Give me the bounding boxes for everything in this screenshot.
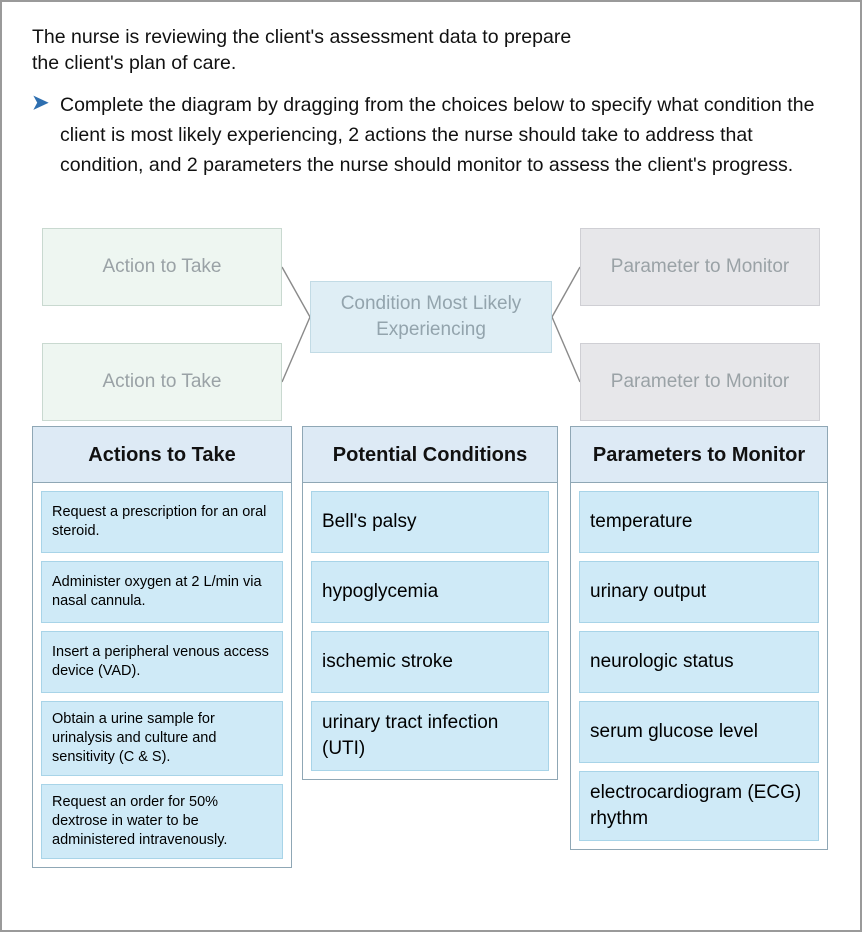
column-body-actions [33,483,291,867]
choice-action-2[interactable]: Administer oxygen at 2 L/min via nasal cannula. [41,561,283,623]
instruction-block [32,90,832,180]
column-potential-conditions [302,426,558,780]
choice-parameter-4[interactable]: serum glucose level [579,701,819,763]
choice-action-1[interactable]: Request a prescription for an oral steroid. [41,491,283,553]
stem-line-1: The nurse is reviewing the client's assessment data to prepare [32,26,572,48]
column-header-parameters: Parameters to Monitor [571,427,827,483]
arrow-right-icon: ➤ [32,92,49,114]
choice-parameter-1[interactable]: temperature [579,491,819,553]
choice-condition-2[interactable]: hypoglycemia [311,561,549,623]
column-actions-to-take [32,426,292,868]
choice-columns [2,426,864,926]
choice-condition-4[interactable]: urinary tract infection (UTI) [311,701,549,771]
column-header-conditions: Potential Conditions [303,427,557,483]
dropzone-action-2[interactable]: Action to Take [42,343,282,421]
dropzone-parameter-1[interactable]: Parameter to Monitor [580,228,820,306]
column-parameters-to-monitor [570,426,828,850]
choice-parameter-2[interactable]: urinary output [579,561,819,623]
stem-line-2: the client's plan of care. [32,52,237,74]
column-body-conditions [303,483,557,779]
column-header-actions: Actions to Take [33,427,291,483]
stem-text [32,24,832,76]
dropzone-action-1[interactable]: Action to Take [42,228,282,306]
drag-drop-diagram [2,218,864,418]
instruction-text: Complete the diagram by dragging from the choices below to specify what condition the client is most likely experiencing, 2 actions the nurse should take to address that condition, and 2 parameters the nurse should monitor to assess the client's progress. [60,94,815,176]
dropzone-parameter-2[interactable]: Parameter to Monitor [580,343,820,421]
choice-parameter-3[interactable]: neurologic status [579,631,819,693]
choice-action-4[interactable]: Obtain a urine sample for urinalysis and culture and sensitivity (C & S). [41,701,283,776]
dropzone-condition[interactable]: Condition Most Likely Experiencing [310,281,552,353]
choice-condition-3[interactable]: ischemic stroke [311,631,549,693]
choice-condition-1[interactable]: Bell's palsy [311,491,549,553]
column-body-parameters [571,483,827,849]
choice-action-5[interactable]: Request an order for 50% dextrose in water to be administered intravenously. [41,784,283,859]
choice-action-3[interactable]: Insert a peripheral venous access device (VAD). [41,631,283,693]
choice-parameter-5[interactable]: electrocardiogram (ECG) rhythm [579,771,819,841]
